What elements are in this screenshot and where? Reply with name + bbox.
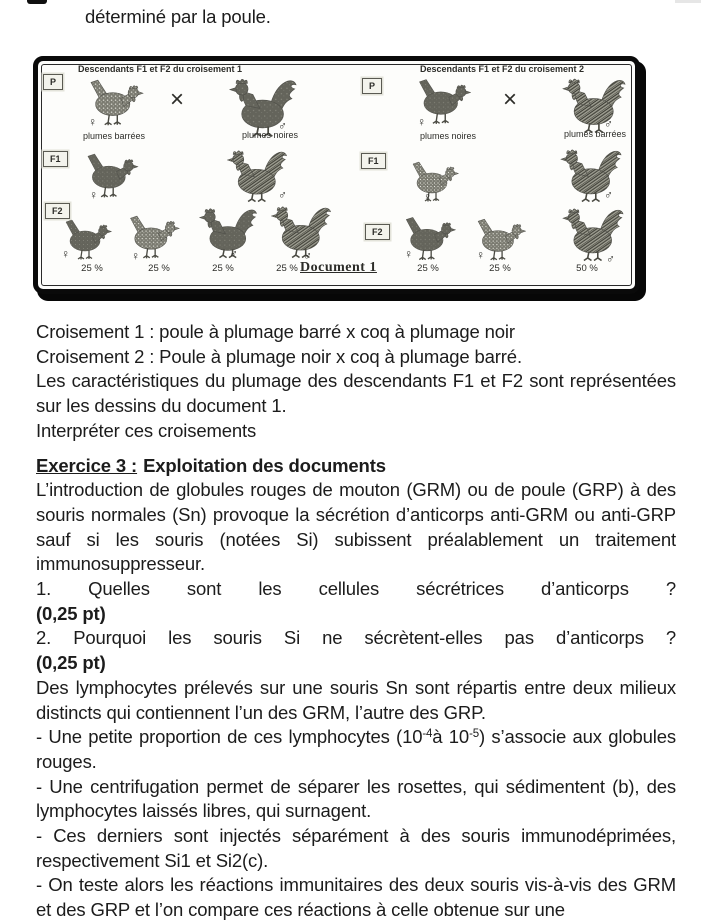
male-symbol: ♂ <box>606 252 615 266</box>
female-symbol: ♀ <box>89 188 98 202</box>
paragraph-lymphocytes: Des lymphocytes prélevés sur une souris Sn sont répartis entre deux milieux distincts qui contiennent l’un des GRM, l’autre des GRP. <box>36 676 676 723</box>
proportion-text-before: - Une petite proportion de ces lymphocytes (10 <box>36 726 423 748</box>
male-symbol: ♂ <box>303 249 312 263</box>
percent-label: 25 % <box>212 263 234 274</box>
paragraph-croisement-2: Croisement 2 : Poule à plumage noir x coq à plumage barré. <box>36 345 522 367</box>
generation-box-f1-right: F1 <box>361 153 386 169</box>
percent-label: 25 % <box>148 263 170 274</box>
plumage-label: plumes barrées <box>82 131 146 141</box>
paragraph-intro: L’introduction de globules rouges de mouton (GRM) ou de poule (GRP) à des souris normales (Sn) provoque la sécrétion d’anticorps anti-GRM ou anti-GRP sauf si les souris (notées Si) subissent préalablement un traitement immunosuppresseur. <box>36 479 676 575</box>
figure-title-croisement-2: Descendants F1 et F2 du croisement 2 <box>420 64 585 74</box>
generation-box-p-left: P <box>43 74 63 90</box>
page-edge-artifact-left <box>27 0 47 4</box>
female-symbol: ♀ <box>417 115 426 129</box>
top-text-line: déterminé par la poule. <box>85 6 271 27</box>
female-symbol: ♀ <box>423 190 432 204</box>
rooster-icon <box>557 205 631 263</box>
document1-figure <box>33 56 640 294</box>
figure-title-croisement-1: Descendants F1 et F2 du croisement 1 <box>78 64 243 74</box>
superscript-exponent: -5 <box>469 728 480 741</box>
cross-icon: × <box>503 86 518 113</box>
cross-icon: × <box>170 86 185 113</box>
paragraph-derniers: - Ces derniers sont injectés séparément à des souris immunodéprimées, respectivement Si1 et Si2(c). <box>36 825 676 871</box>
exercise-3-label: Exercice 3 : <box>36 454 138 476</box>
male-symbol: ♂ <box>278 119 287 133</box>
male-symbol: ♂ <box>229 247 238 261</box>
percent-label: 25 % <box>489 263 511 274</box>
rooster-icon <box>557 75 633 135</box>
female-symbol: ♀ <box>476 248 485 262</box>
hen-icon <box>404 161 464 203</box>
rooster-icon <box>266 203 338 260</box>
exercise-text-block <box>36 320 676 923</box>
question-2 <box>36 626 676 675</box>
question-1-points: (0,25 pt) <box>36 602 106 624</box>
proportion-text-after: ) s’associe aux globules rouges. <box>36 726 676 772</box>
paragraph-proportion <box>36 725 676 774</box>
paragraph-teste: - On teste alors les réactions immunitaires des deux souris vis-à-vis des GRM et des GRP et l’on compare ces réactions à celle obtenue sur une <box>36 874 676 921</box>
generation-box-f2-left: F2 <box>45 203 70 219</box>
percent-label: 25 % <box>417 263 439 274</box>
plumage-label: plumes barrées <box>563 129 627 139</box>
paragraph-interpreter: Interpréter ces croisements <box>36 419 257 441</box>
page-edge-artifact-right <box>675 0 701 3</box>
female-symbol: ♀ <box>61 247 70 261</box>
generation-box-f2-right: F2 <box>365 224 390 240</box>
female-symbol: ♀ <box>88 115 97 129</box>
question-2-text: 2. Pourquoi les souris Si ne sécrètent-elles pas d’anticorps ? <box>36 627 676 649</box>
percent-label: 25 % <box>276 263 298 274</box>
exercise-3-heading <box>36 454 676 479</box>
paragraph-croisement-1: Croisement 1 : poule à plumage barré x coq à plumage noir <box>36 321 515 342</box>
percent-label: 25 % <box>81 263 103 274</box>
plumage-label: plumes noires <box>419 131 477 141</box>
female-symbol: ♀ <box>131 249 140 263</box>
proportion-text-mid: à 10 <box>432 726 470 748</box>
superscript-exponent: -4 <box>422 728 433 741</box>
paragraph-centrifugation: - Une centrifugation permet de séparer les rosettes, qui sédimentent (b), des lymphocytes laissés libres, qui surnagent. <box>36 775 676 822</box>
question-2-points: (0,25 pt) <box>36 652 106 674</box>
document-label: Document 1 <box>300 260 377 275</box>
generation-box-p-right: P <box>362 78 382 94</box>
male-symbol: ♂ <box>604 117 613 131</box>
question-1-text: 1. Quelles sont les cellules sécrétrices d’anticorps ? <box>36 578 676 600</box>
exercise-3-title: Exploitation des documents <box>143 454 386 476</box>
plumage-label: plumes noires <box>241 130 299 140</box>
question-1 <box>36 577 676 626</box>
male-symbol: ♂ <box>604 188 613 202</box>
male-symbol: ♂ <box>278 188 287 202</box>
paragraph-caracteristiques: Les caractéristiques du plumage des descendants F1 et F2 sont représentées sur les dessins du document 1. <box>36 370 676 417</box>
rooster-icon <box>556 146 628 204</box>
female-symbol: ♀ <box>404 247 413 261</box>
percent-label: 50 % <box>576 263 598 274</box>
generation-box-f1-left: F1 <box>43 151 68 167</box>
